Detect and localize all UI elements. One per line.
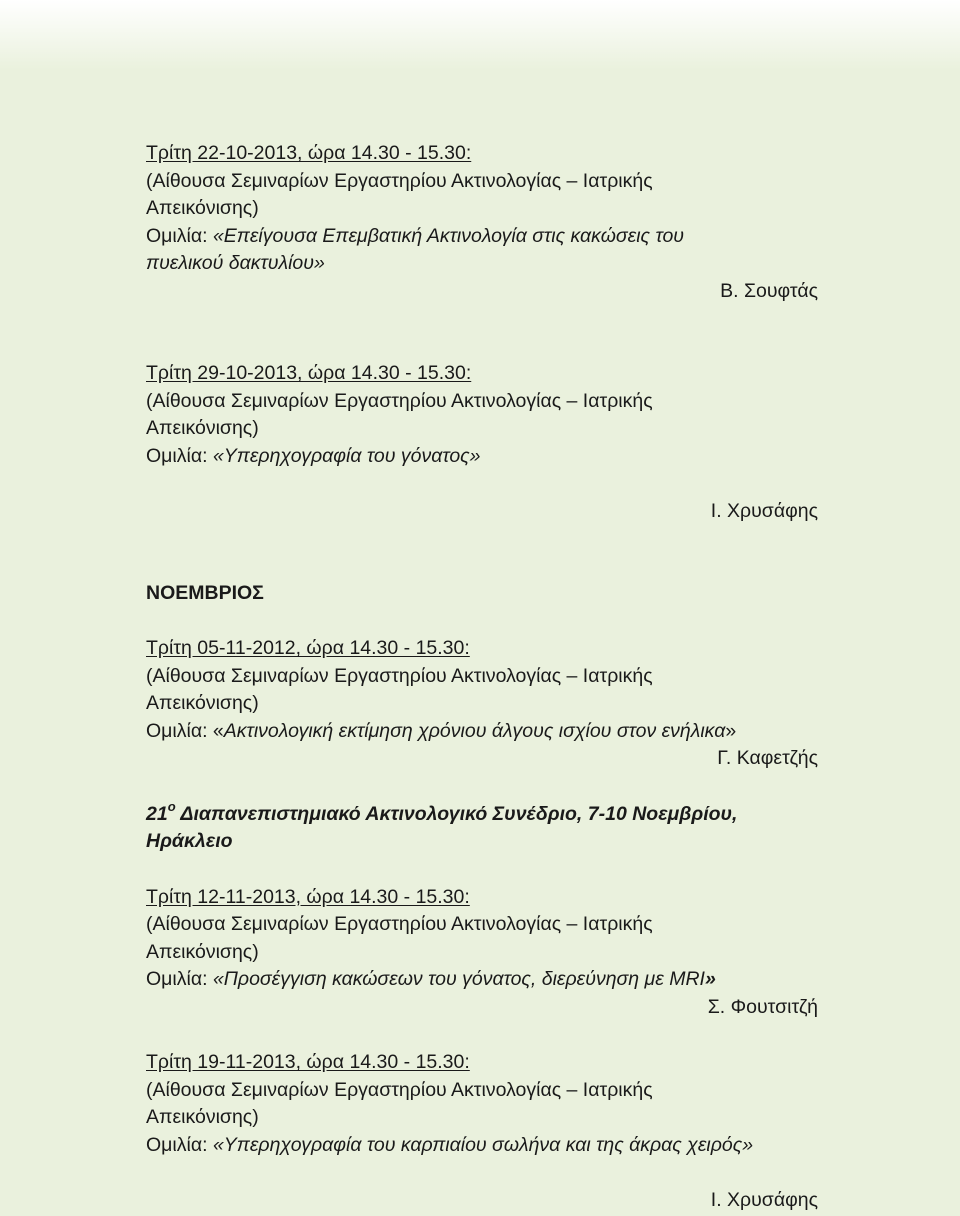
seminar-talk [146,966,818,994]
seminar-venue: (Αίθουσα Σεμιναρίων Εργαστηρίου Ακτινολογίας – Ιατρικής [146,169,653,192]
seminar-date: Τρίτη 22-10-2013, ώρα 14.30 - 15.30: [146,142,472,164]
seminar-speaker: Ι. Χρυσάφης [710,500,818,522]
seminar-venue: (Αίθουσα Σεμιναρίων Εργαστηρίου Ακτινολογίας – Ιατρικής [146,1078,653,1101]
spacer [146,526,818,580]
document-body [146,140,818,1215]
seminar-venue-cont: Απεικόνισης) [146,417,259,439]
talk-prefix: Ομιλία: [146,1133,213,1156]
spacer [146,305,818,360]
page-top-fade [0,0,960,70]
spacer [146,607,818,635]
talk-suffix: » [725,719,737,742]
talk-prefix: Ομιλία: [146,968,213,990]
seminar-speaker: Γ. Καφετζής [717,747,818,769]
talk-title-cont: πυελικού δακτυλίου» [146,252,325,274]
seminar-talk [146,443,818,471]
seminar-venue-cont: Απεικόνισης) [146,940,259,963]
seminar-speaker: Ι. Χρυσάφης [710,1189,818,1211]
seminar-talk [146,223,818,251]
seminar-venue-cont: Απεικόνισης) [146,197,259,219]
seminar-entry [146,140,818,305]
seminar-talk [146,718,818,746]
congress-location: Ηράκλειο [146,830,233,852]
talk-prefix: Ομιλία: [146,224,213,247]
spacer [146,1021,818,1049]
spacer [146,1159,818,1187]
congress-title [146,798,818,829]
talk-suffix: » [704,968,716,990]
month-heading: ΝΟΕΜΒΡΙΟΣ [146,581,264,604]
spacer [146,470,818,498]
congress-title-text: Διαπανεπιστημιακό Ακτινολογικό Συνέδριο, 7-10 Νοεμβρίου, [175,802,738,825]
seminar-venue: (Αίθουσα Σεμιναρίων Εργαστηρίου Ακτινολογίας – Ιατρικής [146,664,653,687]
seminar-entry [146,360,818,526]
seminar-entry [146,635,818,773]
talk-prefix: Ομιλία: [146,444,213,467]
talk-title: «Υπερηχογραφία του γόνατος» [212,444,481,467]
congress-heading [146,798,818,856]
talk-title: Ακτινολογική εκτίμηση χρόνιου άλγους ισχίου στον ενήλικα [223,719,726,742]
seminar-venue-cont: Απεικόνισης) [146,692,259,714]
seminar-venue: (Αίθουσα Σεμιναρίων Εργαστηρίου Ακτινολογίας – Ιατρικής [146,913,653,935]
congress-ordinal: ο [167,798,176,814]
seminar-speaker: Σ. Φουτσιτζή [707,995,818,1018]
seminar-speaker: Β. Σουφτάς [720,279,818,302]
talk-title: «Επείγουσα Επεμβατική Ακτινολογία στις κακώσεις του [212,224,685,247]
seminar-venue: (Αίθουσα Σεμιναρίων Εργαστηρίου Ακτινολογίας – Ιατρικής [146,389,653,412]
seminar-entry [146,1049,818,1215]
seminar-entry [146,884,818,1022]
seminar-venue-cont: Απεικόνισης) [146,1106,259,1128]
seminar-date: Τρίτη 12-11-2013, ώρα 14.30 - 15.30: [146,885,470,908]
seminar-talk [146,1132,818,1160]
seminar-date: Τρίτη 29-10-2013, ώρα 14.30 - 15.30: [146,362,472,384]
talk-prefix: Ομιλία: « [146,719,224,742]
talk-title: «Προσέγγιση κακώσεων του γόνατος, διερεύνηση με MRI [212,968,705,990]
talk-title: «Υπερηχογραφία του καρπιαίου σωλήνα και της άκρας χειρός» [212,1133,754,1156]
congress-number: 21 [146,802,168,825]
spacer [146,856,818,884]
seminar-date: Τρίτη 05-11-2012, ώρα 14.30 - 15.30: [146,637,470,659]
spacer [146,773,818,801]
seminar-date: Τρίτη 19-11-2013, ώρα 14.30 - 15.30: [146,1051,470,1073]
